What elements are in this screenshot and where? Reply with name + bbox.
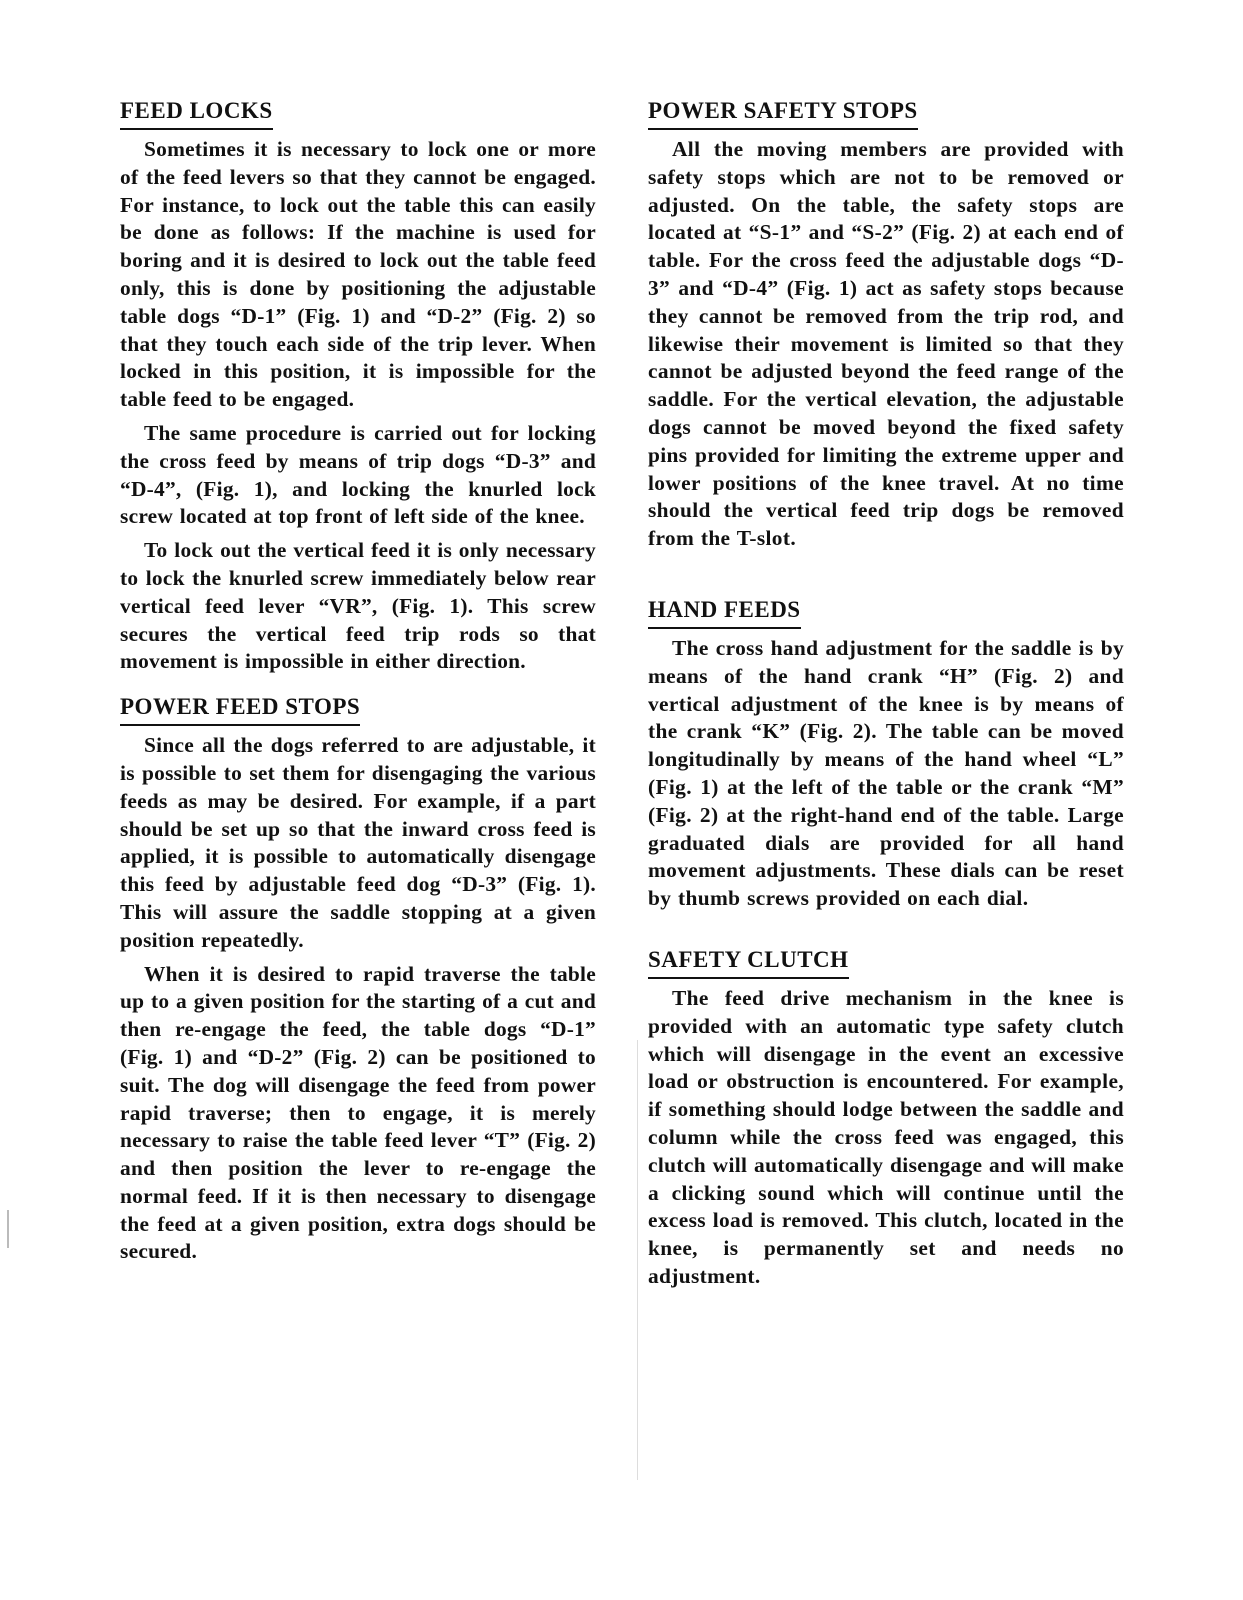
paragraph: Sometimes it is necessary to lock one or more of the feed levers so that they cannot be engaged. For instance, to lock out the table this can easily be done as follows: If the machine is used for boring and it is desired to lock out the table feed only, this is done by positioning the adjustable table dogs “D-1” (Fig. 1) and “D-2” (Fig. 2) so that they touch each side of the trip lever. When locked in this position, it is impossible for the table feed to be engaged. [120, 137, 596, 412]
heading-safety-clutch: SAFETY CLUTCH [648, 947, 849, 979]
section-power-feed-stops [120, 694, 596, 1266]
section-power-safety-stops [648, 98, 1124, 553]
column-divider [637, 1040, 638, 1480]
paragraph: The feed drive mechanism in the knee is provided with an automatic type safety clutch which will disengage in the event an excessive load or obstruction is encountered. For example, if something should lodge between the saddle and column while the cross feed was engaged, this clutch will automatically disengage and will make a clicking sound which will continue until the excess load is removed. This clutch, located in the knee, is permanently set and needs no adjustment. [648, 985, 1124, 1288]
section-safety-clutch [648, 947, 1124, 1291]
heading-power-safety-stops: POWER SAFETY STOPS [648, 98, 918, 130]
heading-feed-locks: FEED LOCKS [120, 98, 273, 130]
paragraph: All the moving members are provided with safety stops which are not to be removed or adjusted. On the table, the safety stops are located at “S-1” and “S-2” (Fig. 2) at each end of table. For the cross feed the adjustable dogs “D-3” and “D-4” (Fig. 1) act as safety stops because they cannot be removed from the trip rod, and likewise their movement is limited so that they cannot be adjusted beyond the feed range of the saddle. For the vertical elevation, the adjustable dogs cannot be moved beyond the fixed safety pins provided for limiting the extreme upper and lower positions of the knee travel. At no time should the vertical feed trip dogs be removed from the T-slot. [648, 137, 1124, 551]
heading-hand-feeds: HAND FEEDS [648, 597, 801, 629]
left-column [120, 98, 596, 1284]
paragraph: Since all the dogs referred to are adjustable, it is possible to set them for disengaging the various feeds as may be desired. For example, if a part should be set up so that the inward cross feed is applied, it is possible to automatically disengage this feed by adjustable feed dog “D-3” (Fig. 1). This will assure the saddle stopping at a given position repeatedly. [120, 733, 596, 952]
paragraph: The cross hand adjustment for the saddle is by means of the hand crank “H” (Fig. 2) and vertical adjustment of the knee is by means of the crank “K” (Fig. 2). The table can be moved longitudinally by means of the hand wheel “L” (Fig. 1) at the left of the table or the crank “M” (Fig. 2) at the right-hand end of the table. Large graduated dials are provided for all hand movement adjustments. These dials can be reset by thumb screws provided on each dial. [648, 635, 1124, 911]
paragraph: To lock out the vertical feed it is only necessary to lock the knurled screw immediately below rear vertical feed lever “VR”, (Fig. 1). This screw secures the vertical feed trip rods so that movement is impossible in either direction. [120, 538, 596, 674]
right-column [648, 98, 1124, 1309]
section-feed-locks [120, 98, 596, 676]
margin-mark [7, 1210, 9, 1248]
paragraph: When it is desired to rapid traverse the table up to a given position for the starting of a cut and then re-engage the feed, the table dogs “D-1” (Fig. 1) and “D-2” (Fig. 2) can be positioned to suit. The dog will disengage the feed from power rapid traverse; then to engage, it is merely necessary to raise the table feed lever “T” (Fig. 2) and then position the lever to re-engage the normal feed. If it is then necessary to disengage the feed at a given position, extra dogs should be secured. [120, 961, 596, 1264]
section-hand-feeds [648, 597, 1124, 913]
paragraph: The same procedure is carried out for locking the cross feed by means of trip dogs “D-3” and “D-4”, (Fig. 1), and locking the knurled lock screw located at top front of left side of the knee. [120, 420, 596, 529]
heading-power-feed-stops: POWER FEED STOPS [120, 694, 360, 726]
